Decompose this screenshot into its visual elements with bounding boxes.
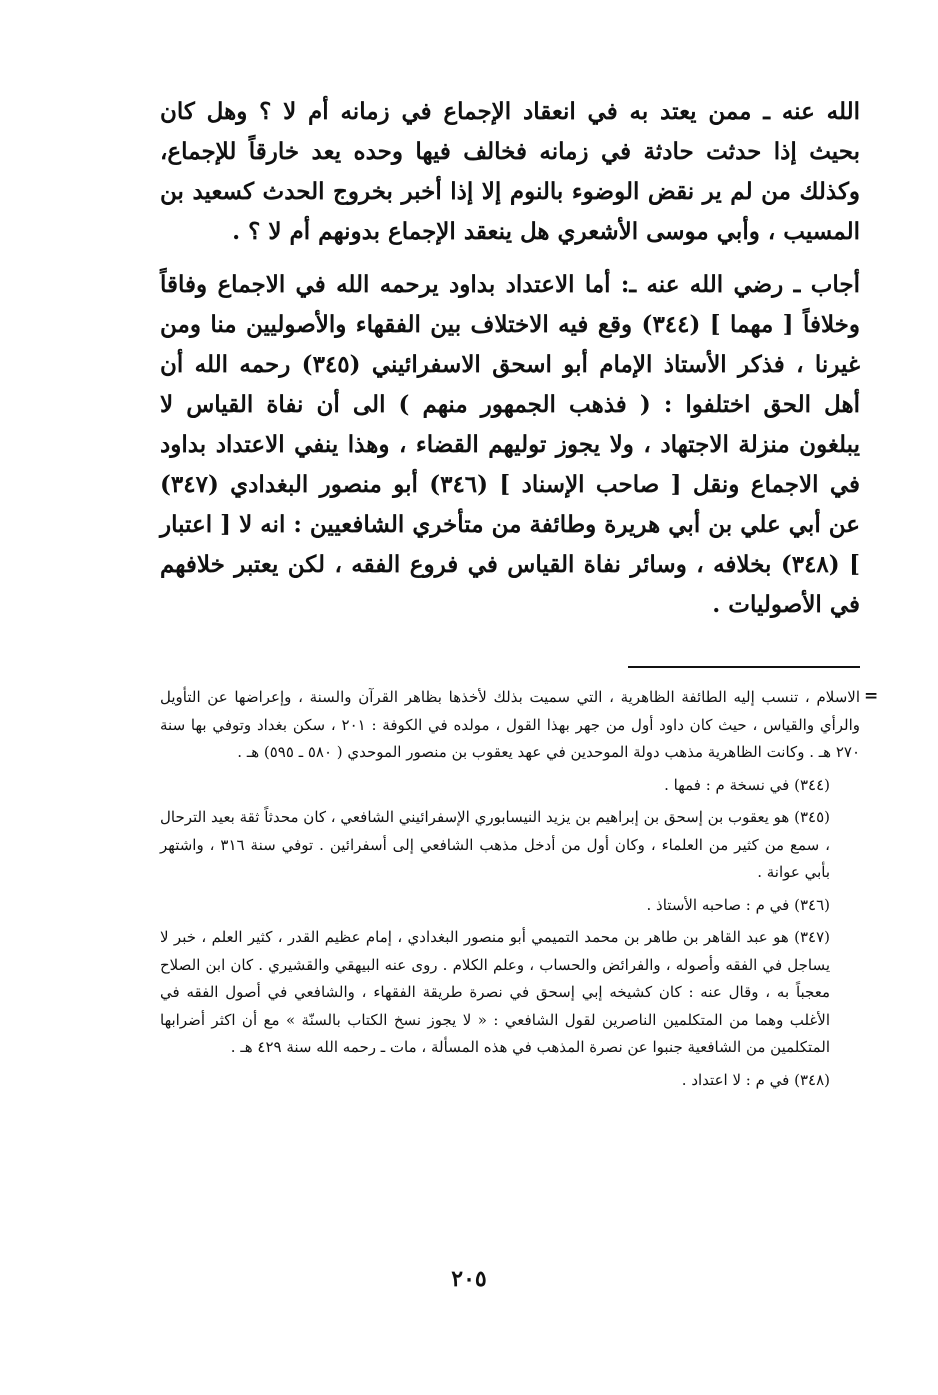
- footnote-346: (٣٤٦) في م : صاحبه الأستاذ .: [646, 895, 830, 914]
- footnote-separator: [628, 666, 860, 668]
- footnote-347: (٣٤٧) هو عبد القاهر بن طاهر بن محمد التميمي أبو منصور البغدادي ، إمام عظيم القدر ، كثير العلم ، خبر لا يساجل في الفقه وأصوله ، والفرائض والحساب ، وعلم الكلام . روى عنه البيهقي والقشيري . كان ابن الصلاح معجباً به ، وقال عنه : كان كشيخه إبي إسحق في نصرة طريقة الفقهاء ، والشافعي في أصول الفقه في الأغلب وهما من المتكلمين الناصرين لقول الشافعي : « لا يجوز نسخ الكتاب بالسنّة » مع أن اكثر أضرابها المتكلمين من الشافعية جنبوا عن نصرة المذهب في هذه المسألة ، مات ـ رحمه الله سنة ٤٢٩ هـ .: [160, 928, 830, 1056]
- footnote-348: (٣٤٨) في م : لا اعتداد .: [681, 1070, 830, 1089]
- footnotes: [160, 684, 860, 1094]
- main-text: [160, 92, 860, 625]
- main-paragraph: أجاب ـ رضي الله عنه ـ: أما الاعتداد بداود يرحمه الله في الاجماع وفاقاً وخلافاً [ مهما ] (٣٤٤) وقع فيه الاختلاف بين الفقهاء والأصوليين منا ومن غيرنا ، فذكر الأستاذ الإمام أبو اسحق الاسفرائيني (٣٤٥) رحمه الله أن أهل الحق اختلفوا : ( فذهب الجمهور منهم ) الى أن نفاة القياس لا يبلغون منزلة الاجتهاد ، ولا يجوز توليهم القضاء ، وهذا ينفي الاعتداد بداود في الاجماع ونقل [ صاحب الإسناد ] (٣٤٦) أبو منصور البغدادي (٣٤٧) عن أبي علي بن أبي هريرة وطائفة من متأخري الشافعيين : انه لا [ اعتبار ] (٣٤٨) بخلافه ، وسائر نفاة القياس في فروع الفقه ، لكن يعتبر خلافهم في الأصوليات .: [160, 271, 860, 618]
- footnote-345: (٣٤٥) هو يعقوب بن إسحق بن إبراهيم بن يزيد النيسابوري الإسفرائيني الشافعي ، كان محدثاً ثقة بعيد الترحال ، سمع من كثير من العلماء ، وكان أول من أدخل مذهب الشافعي إلى أسفرائين . توفي سنة ٣١٦ ، واشتهر بأبي عوانة .: [160, 808, 830, 881]
- footnote-continuation-mark: =: [864, 686, 879, 706]
- main-paragraph: الله عنه ـ ممن يعتد به في انعقاد الإجماع في زمانه أم لا ؟ وهل كان بحيث إذا حدثت حادثة في زمانه فخالف فيها وحده يعد خارقاً للإجماع، وكذلك من لم ير نقض الوضوء بالنوم إلا إذا أخبر بخروج الحدث كسعيد بن المسيب ، وأبي موسى الأشعري هل ينعقد الإجماع بدونهم أم لا ؟ .: [160, 98, 860, 245]
- footnote-continuation: الاسلام ، تنسب إليه الطائفة الظاهرية ، التي سميت بذلك لأخذها بظاهر القرآن والسنة ، وإعراضها عن التأويل والرأي والقياس ، حيث كان داود أول من جهر بهذا القول ، مولده في الكوفة : ٢٠١ ، سكن بغداد وتوفي بها سنة ٢٧٠ هـ . وكانت الظاهرية مذهب دولة الموحدين في عهد يعقوب بن منصور الموحدي ( ٥٨٠ ـ ٥٩٥) هـ .: [160, 688, 860, 761]
- footnote-344: (٣٤٤) في نسخة م : فمها .: [664, 775, 830, 794]
- page-number: ٢٠٥: [451, 1266, 487, 1292]
